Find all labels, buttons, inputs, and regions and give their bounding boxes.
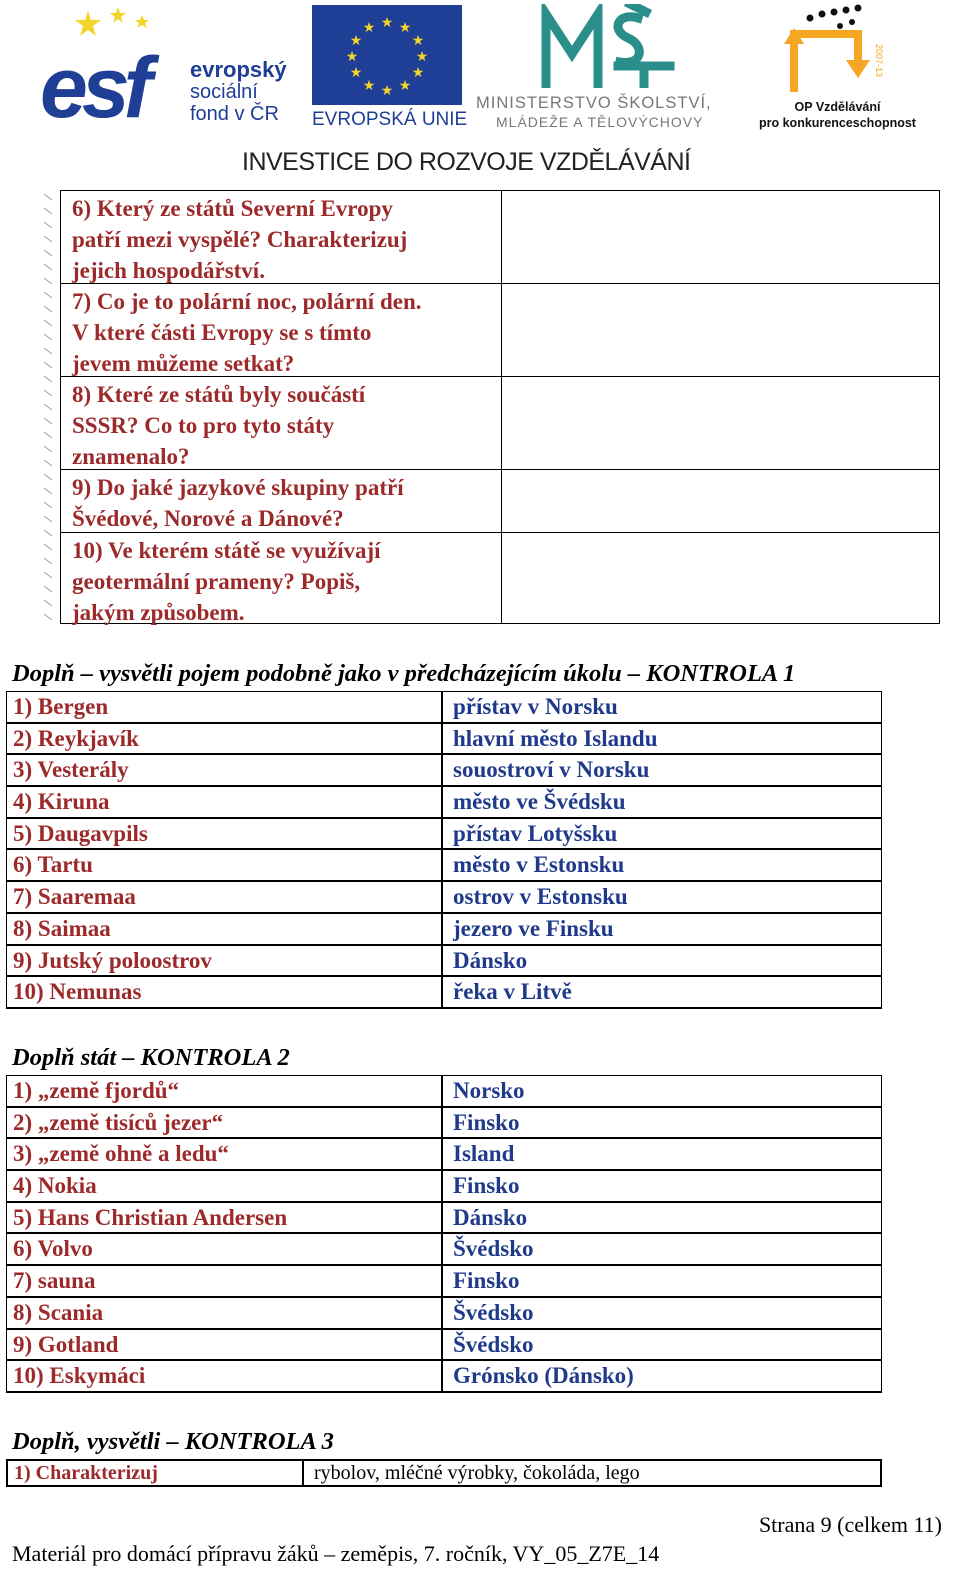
answer-cell: Dánsko — [453, 947, 528, 973]
question-10 — [72, 535, 497, 628]
esf-letters: esf — [40, 40, 147, 136]
term-cell: 2) „země tisíců jezer“ — [13, 1109, 224, 1135]
msmt-line-2: MLÁDEŽE A TĚLOVÝCHOVY — [496, 114, 704, 130]
term-cell: 10) Eskymáci — [13, 1363, 146, 1389]
table-row — [7, 755, 881, 787]
esf-line-3: fond v ČR — [190, 103, 279, 125]
term-cell: 8) Scania — [13, 1299, 104, 1325]
table-row — [7, 692, 881, 724]
op-line-1: OP Vzdělávání — [794, 100, 881, 114]
term-cell: 6) Volvo — [13, 1236, 93, 1262]
question-line: jevem můžeme setkat? — [72, 351, 295, 376]
answer-cell: ostrov v Estonsku — [453, 884, 628, 910]
answer-cell: Švédsko — [453, 1331, 534, 1357]
term-cell: 7) sauna — [13, 1268, 96, 1294]
term-cell: 8) Saimaa — [13, 915, 111, 941]
table-row — [7, 914, 881, 946]
term-cell: 7) Saaremaa — [13, 884, 136, 910]
table-row — [7, 819, 881, 851]
answer-cell: rybolov, mléčné výrobky, čokoláda, lego — [314, 1462, 640, 1484]
answer-cell: souostroví v Norsku — [453, 757, 650, 783]
answer-cell: Švédsko — [453, 1236, 534, 1262]
svg-text:★: ★ — [362, 78, 376, 94]
table-row — [7, 1139, 881, 1171]
question-line: patří mezi vyspělé? Charakterizuj — [72, 227, 408, 252]
question-8 — [72, 379, 497, 472]
investice-banner: INVESTICE DO ROZVOJE VZDĚLÁVÁNÍ — [242, 148, 691, 176]
esf-logo — [40, 5, 302, 136]
answer-cell: město v Estonsku — [453, 852, 625, 878]
table-row — [7, 1361, 881, 1393]
answer-cell: hlavní město Islandu — [453, 725, 658, 751]
question-line: 6) Který ze států Severní Evropy — [72, 196, 393, 221]
answer-cell: Grónsko (Dánsko) — [453, 1363, 634, 1389]
svg-text:★: ★ — [411, 65, 425, 81]
term-cell: 4) Kiruna — [13, 789, 110, 815]
answer-cell: přístav Lotyšsku — [453, 820, 618, 846]
op-years: 2007-13 — [874, 44, 884, 78]
question-6 — [72, 193, 497, 286]
esf-name — [190, 59, 287, 125]
answer-cell: řeka v Litvě — [453, 979, 572, 1005]
table-row — [7, 1203, 881, 1235]
margin-ticks — [42, 190, 56, 624]
svg-text:★: ★ — [362, 20, 376, 36]
term-cell: 9) Jutský poloostrov — [13, 947, 212, 973]
table-row — [7, 850, 881, 882]
term-cell: 3) „země ohně a ledu“ — [13, 1141, 229, 1167]
answer-cell: Dánsko — [453, 1204, 528, 1230]
question-line: Švédové, Norové a Dánové? — [72, 506, 344, 531]
op-arrow-icon — [780, 4, 890, 96]
eu-stars-icon — [312, 5, 462, 105]
svg-text:★: ★ — [411, 33, 425, 49]
table-row — [7, 882, 881, 914]
question-line: 8) Které ze států byly součástí — [72, 382, 366, 407]
question-line: SSSR? Co to pro tyto státy — [72, 413, 335, 438]
term-cell: 2) Reykjavík — [13, 725, 139, 751]
svg-text:★: ★ — [349, 65, 363, 81]
svg-text:★: ★ — [398, 78, 412, 94]
svg-text:★: ★ — [380, 83, 394, 99]
kontrola-2-table — [6, 1075, 882, 1393]
kontrola-1-table — [6, 691, 882, 1009]
question-line: 7) Co je to polární noc, polární den. — [72, 289, 422, 314]
answer-cell: město ve Švédsku — [453, 789, 626, 815]
op-logo — [750, 4, 925, 132]
table-row — [7, 1266, 881, 1298]
term-cell: 9) Gotland — [13, 1331, 119, 1357]
eu-flag-icon — [312, 5, 462, 105]
eu-logo — [312, 5, 468, 130]
svg-text:★: ★ — [398, 20, 412, 36]
term-cell: 4) Nokia — [13, 1173, 97, 1199]
svg-text:★: ★ — [345, 49, 359, 65]
page-number: Strana 9 (celkem 11) — [758, 1512, 942, 1537]
kontrola-3-title: Doplň, vysvětli – KONTROLA 3 — [12, 1428, 334, 1455]
answer-cell: Island — [453, 1141, 515, 1167]
question-line: V které části Evropy se s tímto — [72, 320, 372, 345]
questions-column-divider — [501, 191, 502, 623]
table-row — [7, 1076, 881, 1108]
question-line: 9) Do jaké jazykové skupiny patří — [72, 475, 404, 500]
table-row — [7, 1330, 881, 1362]
question-line: 10) Ve kterém státě se využívají — [72, 538, 381, 563]
term-cell: 10) Nemunas — [13, 979, 142, 1005]
table-row — [7, 1298, 881, 1330]
svg-text:★: ★ — [349, 33, 363, 49]
table-row — [7, 787, 881, 819]
table-row — [7, 1234, 881, 1266]
question-line: znamenalo? — [72, 444, 190, 469]
question-9 — [72, 472, 497, 534]
table-row — [7, 977, 881, 1009]
op-line-2: pro konkurenceschopnost — [759, 116, 916, 130]
term-cell: 3) Vesterály — [13, 757, 129, 783]
esf-line-2: sociální — [190, 81, 258, 103]
answer-cell: Finsko — [453, 1268, 520, 1294]
answer-cell: Finsko — [453, 1173, 520, 1199]
table-row — [7, 1171, 881, 1203]
msmt-logo — [476, 4, 738, 132]
table-row — [7, 724, 881, 756]
answer-cell: Norsko — [453, 1078, 525, 1103]
eu-label: EVROPSKÁ UNIE — [312, 109, 468, 130]
kontrola-2-title: Doplň stát – KONTROLA 2 — [12, 1044, 290, 1071]
msmt-monogram-icon — [538, 4, 678, 88]
term-cell: 1) „země fjordů“ — [13, 1078, 180, 1103]
question-line: geotermální prameny? Popiš, — [72, 569, 361, 594]
svg-text:★: ★ — [380, 15, 394, 31]
term-cell: 5) Daugavpils — [13, 820, 148, 846]
esf-line-1: evropský — [190, 57, 287, 82]
term-cell: 5) Hans Christian Andersen — [13, 1204, 288, 1230]
msmt-line-1: MINISTERSTVO ŠKOLSTVÍ, — [476, 94, 712, 112]
question-line: jejich hospodářství. — [72, 258, 265, 283]
kontrola-1-title: Doplň – vysvětli pojem podobně jako v předcházejícím úkolu – KONTROLA 1 — [12, 660, 796, 687]
term-cell: 6) Tartu — [13, 852, 93, 878]
answer-cell: přístav v Norsku — [453, 694, 618, 719]
answer-cell: Švédsko — [453, 1299, 534, 1325]
svg-text:★: ★ — [415, 49, 429, 65]
term-cell: 1) Charakterizuj — [14, 1462, 158, 1484]
table-row — [7, 946, 881, 978]
question-7 — [72, 286, 497, 379]
answer-cell: Finsko — [453, 1109, 520, 1135]
kontrola-3-table — [6, 1459, 882, 1487]
table-row — [7, 1108, 881, 1140]
question-line: jakým způsobem. — [72, 600, 245, 625]
term-cell: 1) Bergen — [13, 694, 109, 719]
questions-table — [60, 190, 940, 624]
answer-cell: jezero ve Finsku — [453, 915, 614, 941]
footer-material: Materiál pro domácí přípravu žáků – zeměpis, 7. ročník, VY_05_Z7E_14 — [12, 1541, 660, 1566]
column-divider — [302, 1461, 304, 1485]
